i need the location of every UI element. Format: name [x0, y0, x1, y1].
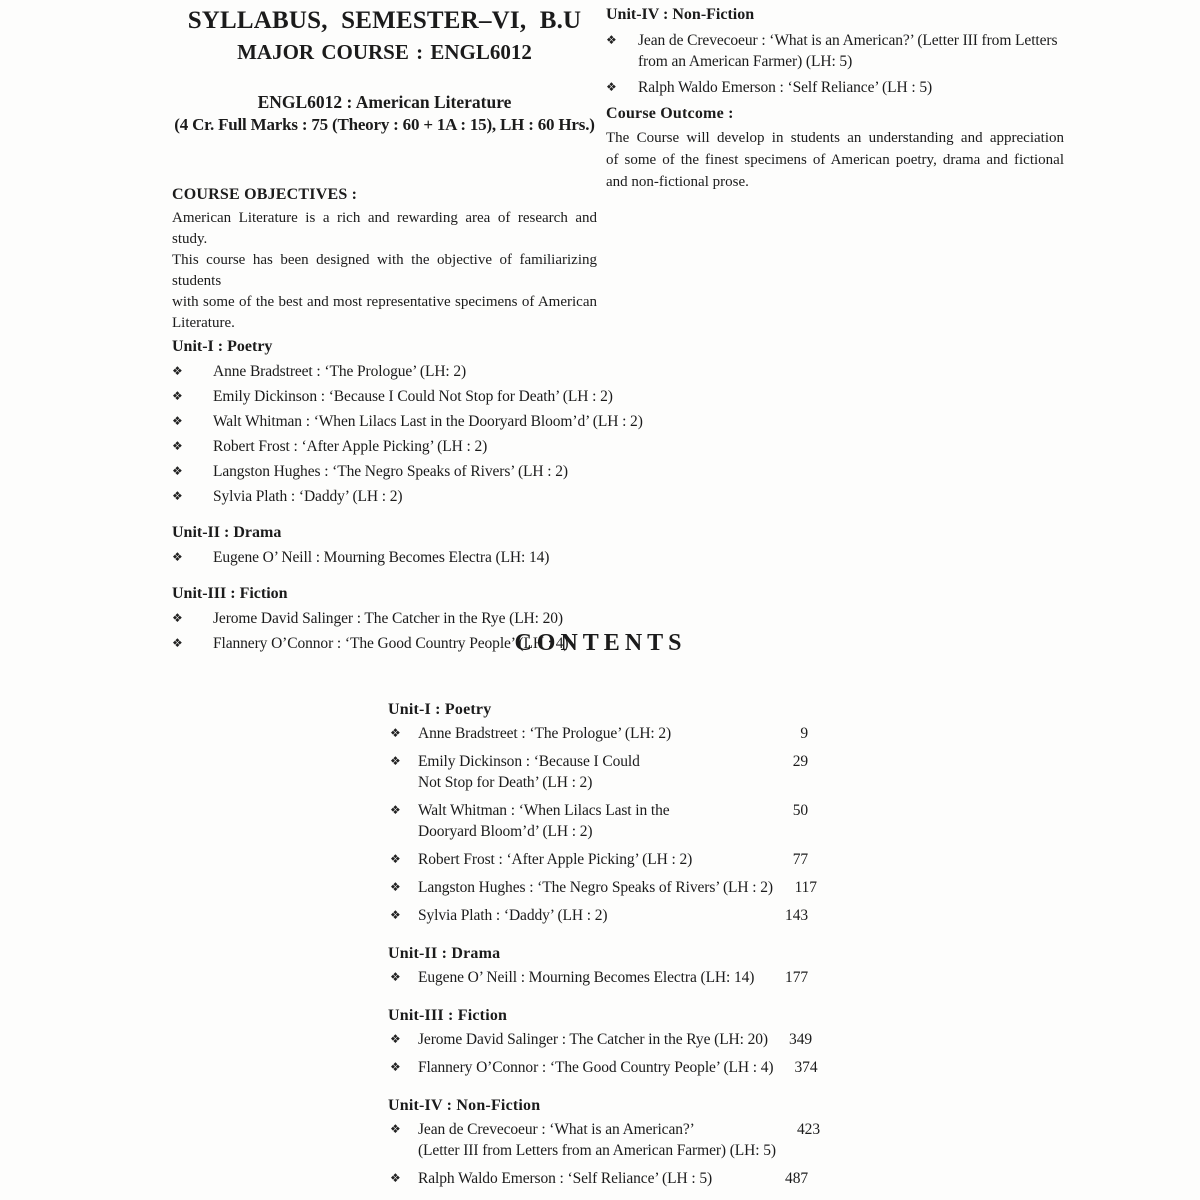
- syllabus-item: [172, 461, 597, 482]
- item-text: Anne Bradstreet : ‘The Prologue’ (LH: 2): [213, 363, 467, 380]
- course-objectives-heading: COURSE OBJECTIVES :: [172, 186, 358, 203]
- item-text: Ralph Waldo Emerson : ‘Self Reliance’ (LH : 5): [638, 79, 933, 96]
- diamond-bullet-icon: ❖: [172, 464, 183, 478]
- course-objectives-paragraph: [172, 208, 597, 334]
- toc-entry-lines: [418, 849, 764, 870]
- toc-page-number: 29: [792, 753, 808, 770]
- toc-page-number: 143: [785, 907, 808, 924]
- syllabus-title: SYLLABUS, SEMESTER–VI, B.U: [187, 7, 582, 34]
- toc-entry-line: Jerome David Salinger : The Catcher in the Rye (LH: 20): [418, 1031, 768, 1048]
- toc-page-number: 77: [792, 851, 808, 868]
- diamond-bullet-icon: ❖: [172, 489, 183, 503]
- diamond-bullet-icon: ❖: [390, 726, 401, 740]
- diamond-bullet-icon: ❖: [390, 852, 401, 866]
- syllabus-item: [172, 386, 613, 407]
- diamond-bullet-icon: ❖: [390, 970, 401, 984]
- toc-entry: [388, 1029, 812, 1050]
- diamond-bullet-icon: ❖: [172, 364, 183, 378]
- diamond-bullet-icon: ❖: [390, 880, 401, 894]
- item-text: Jerome David Salinger : The Catcher in the Rye (LH: 20): [213, 610, 563, 627]
- diamond-bullet-icon: ❖: [390, 1032, 401, 1046]
- toc-entry-line: Ralph Waldo Emerson : ‘Self Reliance’ (LH : 5): [418, 1170, 713, 1187]
- toc-entry-lines: [418, 1057, 773, 1078]
- toc-entry-line: Walt Whitman : ‘When Lilacs Last in the: [418, 802, 670, 819]
- toc-entry: [388, 1119, 820, 1161]
- toc-entry-line: (Letter III from Letters from an American Farmer) (LH: 5): [418, 1142, 776, 1159]
- paragraph-line: of some of the finest specimens of American poetry, drama and fictional: [606, 152, 1064, 168]
- major-course-title: MAJOR COURSE : ENGL6012: [237, 40, 532, 64]
- toc-entry-lines: [418, 751, 764, 793]
- course-title: ENGL6012 : American Literature: [257, 92, 512, 112]
- toc-entry-line: Sylvia Plath : ‘Daddy’ (LH : 2): [418, 907, 608, 924]
- unit-heading-drama: Unit-II : Drama: [172, 524, 282, 541]
- syllabus-item: [172, 486, 597, 507]
- diamond-bullet-icon: ❖: [390, 1060, 401, 1074]
- unit-heading-fiction: Unit-III : Fiction: [172, 585, 288, 602]
- toc-entry-line: Anne Bradstreet : ‘The Prologue’ (LH: 2): [418, 725, 672, 742]
- diamond-bullet-icon: ❖: [172, 611, 183, 625]
- toc-entry-lines: [418, 877, 773, 898]
- diamond-bullet-icon: ❖: [172, 389, 183, 403]
- diamond-bullet-icon: ❖: [172, 636, 183, 650]
- toc-entry-line: Eugene O’ Neill : Mourning Becomes Electra (LH: 14): [418, 969, 755, 986]
- toc-page-number: 423: [797, 1121, 820, 1138]
- toc-entry-line: Robert Frost : ‘After Apple Picking’ (LH : 2): [418, 851, 693, 868]
- diamond-bullet-icon: ❖: [172, 550, 183, 564]
- toc-entry-lines: [418, 1119, 776, 1161]
- syllabus-item: [172, 608, 597, 629]
- toc-page-number: 117: [794, 879, 817, 896]
- course-outcome-heading: Course Outcome :: [606, 105, 734, 122]
- item-text: Langston Hughes : ‘The Negro Speaks of Rivers’ (LH : 2): [213, 463, 568, 480]
- toc-entry: [388, 723, 808, 744]
- toc-entry-lines: [418, 723, 764, 744]
- toc-entry-lines: [418, 967, 764, 988]
- syllabus-item: [172, 547, 597, 568]
- diamond-bullet-icon: ❖: [606, 80, 617, 94]
- toc-entry: [388, 905, 808, 926]
- toc-entry-lines: [418, 1168, 764, 1189]
- paragraph-line: Literature.: [172, 315, 235, 331]
- toc-entry: [388, 1057, 818, 1078]
- toc-entry: [388, 800, 808, 842]
- item-text: Sylvia Plath : ‘Daddy’ (LH : 2): [213, 488, 403, 505]
- syllabus-item: [172, 361, 597, 382]
- toc-entry-line: Not Stop for Death’ (LH : 2): [418, 774, 593, 791]
- toc-entry-line: Flannery O’Connor : ‘The Good Country People’ (LH : 4): [418, 1059, 774, 1076]
- paragraph-line: and non-fictional prose.: [606, 174, 749, 190]
- toc-entry: [388, 877, 817, 898]
- item-line: Jean de Crevecoeur : ‘What is an American?’ (Letter III from Letters: [638, 32, 1058, 49]
- toc-heading-poetry: Unit-I : Poetry: [388, 701, 492, 718]
- item-text: Emily Dickinson : ‘Because I Could Not Stop for Death’ (LH : 2): [213, 388, 613, 405]
- item-text: Flannery O’Connor : ‘The Good Country People’ (LH : 4): [213, 635, 569, 652]
- toc-entry: [388, 849, 808, 870]
- toc-entry-lines: [418, 800, 764, 842]
- toc-entry-lines: [418, 905, 764, 926]
- contents-section: [388, 628, 820, 1189]
- contents-title: CONTENTS: [514, 630, 687, 656]
- toc-page-number: 9: [800, 725, 808, 742]
- toc-page-number: 374: [794, 1059, 818, 1076]
- diamond-bullet-icon: ❖: [390, 1122, 401, 1136]
- diamond-bullet-icon: ❖: [172, 439, 183, 453]
- syllabus-item: [606, 77, 1064, 98]
- course-outcome-paragraph: [606, 127, 1064, 193]
- toc-entry-line: Dooryard Bloom’d’ (LH : 2): [418, 823, 593, 840]
- toc-entry: [388, 1168, 808, 1189]
- toc-entry-line: Langston Hughes : ‘The Negro Speaks of Rivers’ (LH : 2): [418, 879, 773, 896]
- diamond-bullet-icon: ❖: [390, 1171, 401, 1185]
- toc-page-number: 487: [785, 1170, 808, 1187]
- toc-entry: [388, 967, 808, 988]
- item-text: Eugene O’ Neill : Mourning Becomes Electra (LH: 14): [213, 549, 550, 566]
- diamond-bullet-icon: ❖: [390, 803, 401, 817]
- syllabus-item: [172, 436, 597, 457]
- toc-heading-drama: Unit-II : Drama: [388, 945, 501, 962]
- toc-page-number: 50: [792, 802, 808, 819]
- diamond-bullet-icon: ❖: [606, 33, 617, 47]
- toc-heading-fiction: Unit-III : Fiction: [388, 1007, 508, 1024]
- unit-heading-non-fiction: Unit-IV : Non-Fiction: [606, 6, 755, 23]
- diamond-bullet-icon: ❖: [390, 754, 401, 768]
- paragraph-line: American Literature is a rich and rewarding area of research and study.: [172, 210, 597, 247]
- item-text: [638, 30, 1057, 72]
- toc-entry-line: Jean de Crevecoeur : ‘What is an American?’: [418, 1121, 695, 1138]
- toc-entry: [388, 751, 808, 793]
- toc-page-number: 349: [789, 1031, 812, 1048]
- paragraph-line: This course has been designed with the objective of familiarizing students: [172, 252, 597, 289]
- diamond-bullet-icon: ❖: [390, 908, 401, 922]
- item-text: Walt Whitman : ‘When Lilacs Last in the Dooryard Bloom’d’ (LH : 2): [213, 413, 643, 430]
- syllabus-item: [172, 411, 643, 432]
- paragraph-line: with some of the best and most representative specimens of American: [172, 294, 597, 310]
- unit-heading-poetry: Unit-I : Poetry: [172, 338, 273, 355]
- paragraph-line: The Course will develop in students an understanding and appreciation: [606, 130, 1064, 146]
- syllabus-item: [606, 30, 1064, 72]
- item-line: from an American Farmer) (LH: 5): [638, 53, 853, 70]
- toc-heading-non-fiction: Unit-IV : Non-Fiction: [388, 1097, 541, 1114]
- diamond-bullet-icon: ❖: [172, 414, 183, 428]
- syllabus-right-column: [606, 0, 1064, 193]
- course-marks-info: (4 Cr. Full Marks : 75 (Theory : 60 + 1A : 15), LH : 60 Hrs.): [174, 115, 595, 134]
- toc-entry-lines: [418, 1029, 768, 1050]
- toc-page-number: 177: [785, 969, 808, 986]
- item-text: Robert Frost : ‘After Apple Picking’ (LH : 2): [213, 438, 488, 455]
- toc-entry-line: Emily Dickinson : ‘Because I Could: [418, 753, 640, 770]
